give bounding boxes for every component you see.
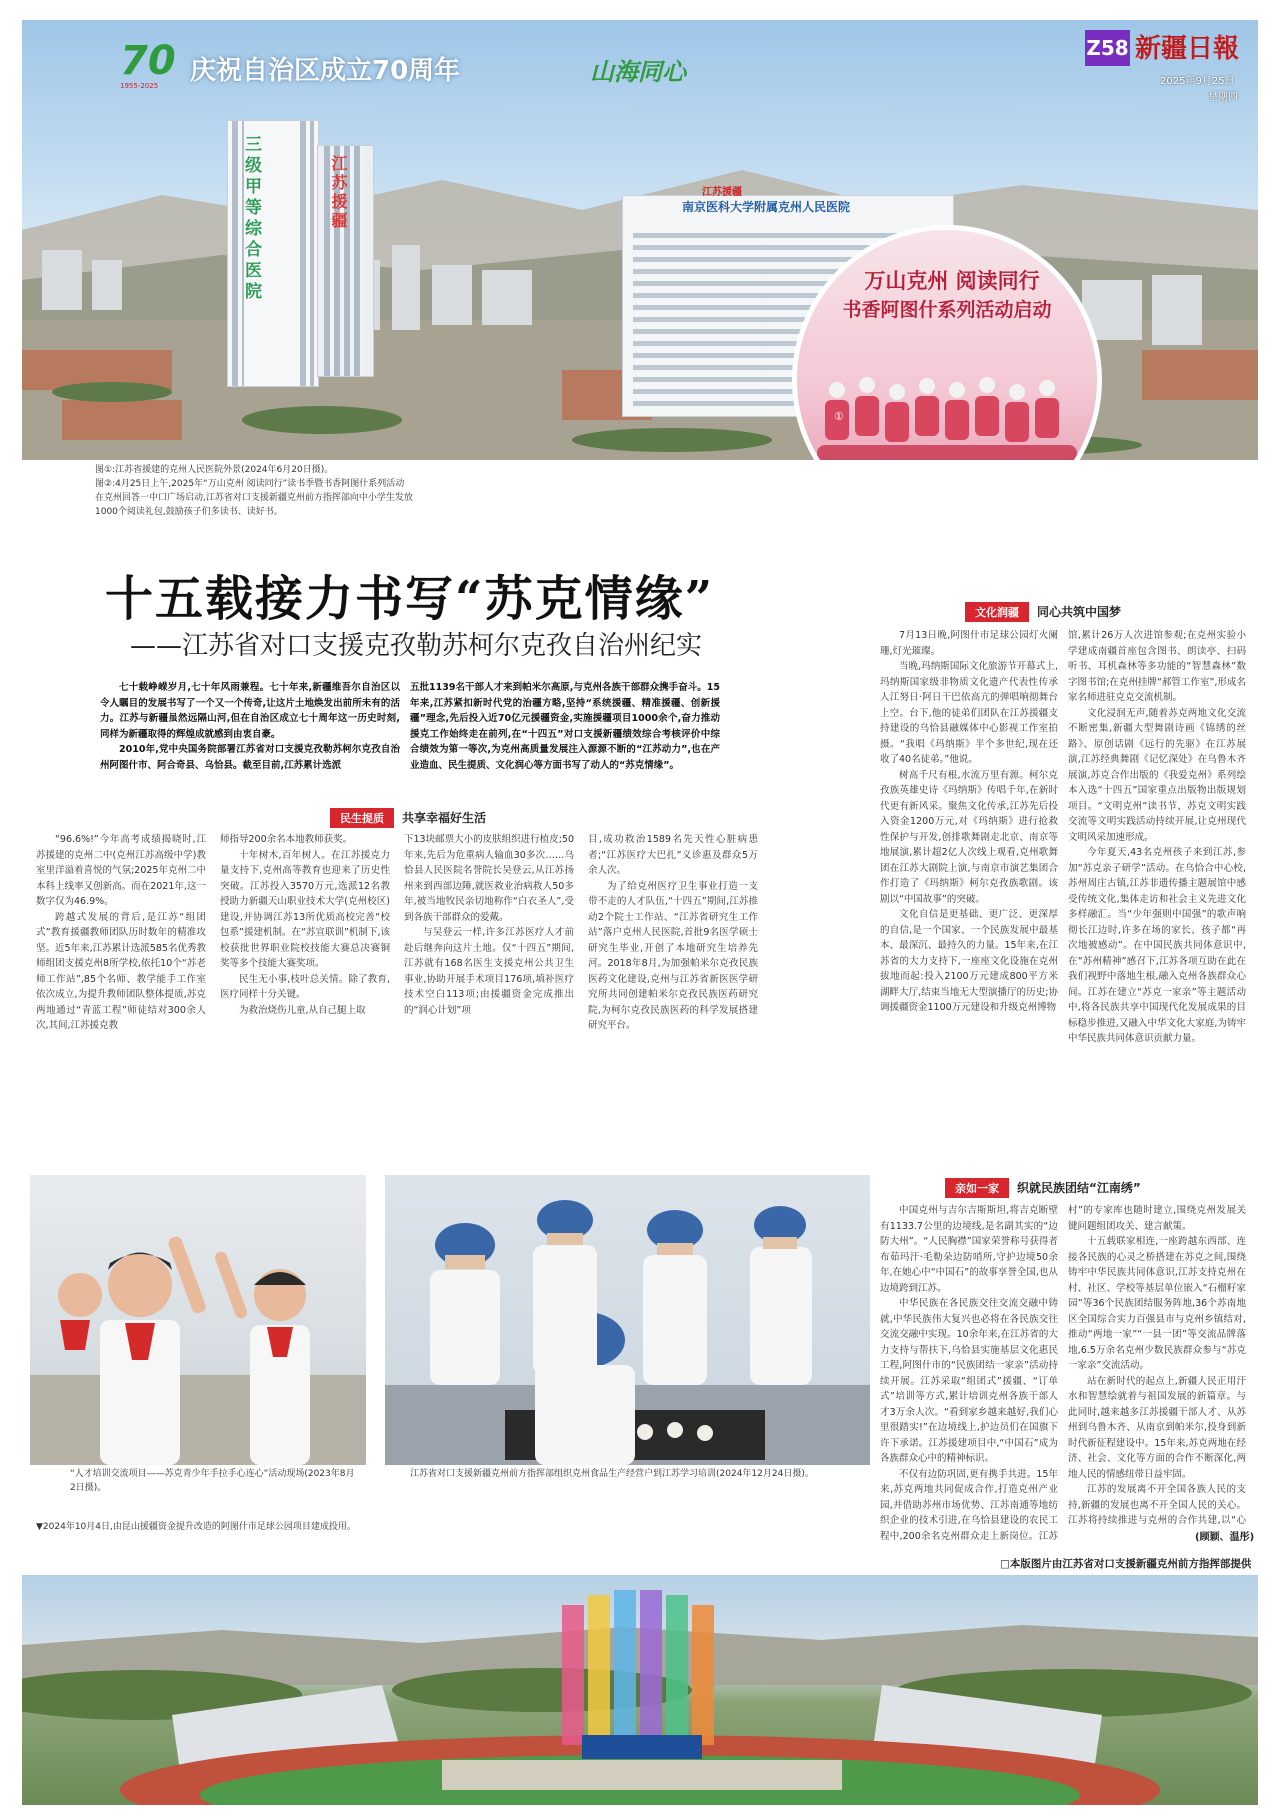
- livelihood-para-7: 下13块邮票大小的皮肤组织进行植皮;50年来,先后为危重病人输血30多次……乌恰县人民医院名誉院长吴登云,从江苏扬州来到西部边陲,就医救业治病救人50多年,被当地牧民亲切地称作“白衣圣人”,受到各族干部群众的爱戴。: [404, 834, 574, 923]
- livelihood-para-10: 为了给克州医疗卫生事业打造一支带不走的人才队伍,“十四五”期间,江苏推动2个院士工作站、“江苏省研究生工作站”落户克州人民医院,首批9名医学硕士研究生毕业,开创了本地研究生培养先河。2018年8月,为加强帕米尔克孜民族医药文化建设,克州与江苏省新医医学研究所共同创建帕米尔克孜民族医药研究院,为柯尔克孜民族医药的科学发展搭建研究平台。: [588, 880, 758, 1031]
- culture-para-4: 文化自信是更基础、更广泛、更深厚的自信,是一个国家、一个民族发展中最基本、最深沉、最持久的力量。15年来,在江苏省的大力支持下,一座座文化设施在克州拔地而起:投入2100万元建成800平方米湖畔大厅,结束当地无大型演播厅的历史;协调援疆资金1100万元建设和升级克州博物: [880, 909, 1058, 1013]
- culture-col-1: [880, 628, 1058, 1268]
- unity-byline: (顾颖、温彤): [1195, 1532, 1255, 1543]
- food-training-scene: [385, 1175, 870, 1465]
- section-culture-tag: 文化润疆: [965, 602, 1029, 622]
- section-culture-title: 同心共筑中国梦: [1037, 605, 1122, 619]
- livelihood-col-2: [220, 832, 390, 1162]
- event-banner-line-1: 万山克州 阅读同行: [864, 269, 1040, 293]
- section-livelihood-title: 共享幸福好生活: [402, 811, 487, 825]
- hero-caption-2c: 1000个阅读礼包,鼓励孩子们多读书、读好书。: [95, 507, 283, 517]
- unity-para-6: 十五载联家相连,一座跨越东西部、连接各民族的心灵之桥搭建在苏克之间,围绕铸牢中华民族共同体意识,江苏支持克州在村、社区、学校等基层单位嵌入“石榴籽家园”等36个民族团结服务阵地,36个苏南地区全国综合实力百强县市与克州乡镇结对,推动“两地一家”“一县一团”等交流品牌落地,6.5万余名克州少数民族群众参与“苏克一家亲”交流活动。: [1068, 1236, 1246, 1371]
- photo-marker-1: ①: [834, 410, 844, 423]
- livelihood-para-6: 为救治烧伤儿童,从自己腿上取: [239, 1004, 366, 1016]
- section-unity-header: [945, 1177, 1141, 1198]
- livelihood-para-4: 十年树木,百年树人。在江苏援克力量支持下,克州高等教育也迎来了历史性突破。江苏投入3570万元,选派12名教授助力新疆天山职业技术大学(克州校区)建设,并协调江苏13所优质高校完善“校包系”援建机制。在“苏宣联训”机制下,该校获批世界职业院校技能大赛总决赛铜奖等多个技能大赛奖项。: [220, 849, 390, 969]
- livelihood-para-1: “96.6%!”今年高考成绩揭晓时,江苏援建的克州二中(克州江苏高级中学)教室里洋溢着喜悦的气氛;2025年克州二中本科上线率又创新高。而在2021年,这一数字仅为46.9%。: [36, 834, 206, 907]
- page-code: Z58: [1085, 30, 1130, 66]
- issue-weekday: 星期四: [1208, 92, 1238, 103]
- kids-photo-scene: [30, 1175, 366, 1465]
- section-livelihood-tag: 民生提质: [330, 808, 394, 828]
- livelihood-para-8: 与吴登云一样,许多江苏医疗人才前赴后继奔向这片土地。仅“十四五”期间,江苏就有168名医生支援克州公共卫生事业,协助开展手术项目176项,填补医疗技术空白113项;由援疆资金完成推出的“润心计划”项: [404, 927, 574, 1016]
- unity-para-3: 不仅有边防巩固,更有携手共进。15年来,苏克两地共同促成合作,打造克州产业园,并借助苏州市场优势、江苏南通等地纺织企业的技术引进,在乌恰县建设的农民工程中,200余名克州群众走上新岗位。江苏: [880, 1468, 1058, 1542]
- performers-crowd: [797, 350, 1097, 460]
- section-unity-tag: 亲如一家: [945, 1178, 1009, 1198]
- unity-col-2: [1068, 1203, 1246, 1528]
- anniversary-years: 1955-2025: [120, 82, 159, 90]
- livelihood-para-2: 跨越式发展的背后,是江苏“组团式”教育援疆教师团队历时数年的精准攻坚。近5年来,江苏累计选派585名优秀教师组团支援克州8所学校,依托10个“苏老师工作站”,85个名师、教学能手工作室依次成立,为提升教师团队整体提质,苏克两地通过“青蓝工程”师徒结对300余人次,其间,江苏援克教: [36, 911, 206, 1031]
- kids-caption: “人才培训交流项目——苏克青少年手拉手心连心”活动现场(2023年8月2日摄)。: [70, 1469, 355, 1493]
- football-park-photo: [22, 1575, 1258, 1805]
- unity-para-5: 村”的专家库也随时建立,围绕克州发展关键问题组团攻关、建言献策。: [1068, 1205, 1246, 1232]
- livelihood-col-1: [36, 832, 206, 1162]
- event-banner-line-2: 书香阿图什系列活动启动: [842, 299, 1052, 321]
- anniversary-number: 70: [120, 38, 176, 84]
- anniversary-logo: [120, 40, 180, 98]
- unity-para-8: 江苏的发展离不开全国各族人民的支持,新疆的发展也离不开全国人民的关心。江苏将持续推进与克州的合作共建,以“心: [1068, 1484, 1246, 1526]
- food-training-photo: [385, 1175, 870, 1465]
- hero-caption-2a: 图②:4月25日上午,2025年“万山克州 阅读同行”读书季暨书香阿图什系列活动: [95, 479, 405, 489]
- culture-para-7: 今年夏天,43名克州孩子来到江苏,参加“苏克亲子研学”活动。在乌恰合中心校,苏州周庄古镇,江苏非遗传播主题展馆中感受传统文化,集体走访和社会主义先进文化多样融汇。当“少年强则中国强”的歌声响彻长江边时,许多在场的家长、孩子都“再次地被感动”。在中国民族共同体意识中,在“苏州精神”感召下,江苏各项互助在此在我们视野中落地生根,融入克州各族群众心间。江苏在建立“苏克一家亲”等主题活动中,将各民族共享中国现代化发展成果的目标稳步推进,又融入中华文化大家庭,为铸牢中华民族共同体意识贡献力量。: [1068, 847, 1246, 1044]
- football-park-scene: [22, 1575, 1258, 1805]
- culture-para-2: 当晚,玛纳斯国际文化旅游节开幕式上,玛纳斯国家级非物质文化遗产代表性传承人江努日·阿日干巴依高亢的弹唱响彻舞台上空。台下,他的徒弟们团队在江苏援疆支持建设的乌恰县融媒体中心影视工作室拍摄。“我唱《玛纳斯》半个多世纪,现在还收了40名徒弟。”他说。: [880, 661, 1058, 765]
- park-caption: ▼2024年10月4日,由昆山援疆资金提升改造的阿图什市足球公园项目建成投用。: [36, 1522, 356, 1532]
- lead-para-1: 七十载峥嵘岁月,七十年风雨兼程。七十年来,新疆维吾尔自治区以令人瞩目的发展书写了一个又一个传奇,让这片土地焕发出前所未有的活力。江苏与新疆虽然远隔山河,但在自治区成立七十周年这一历史时刻,同样为新疆取得的辉煌成就感到由衷自豪。: [100, 682, 400, 740]
- unity-para-7: 站在新时代的起点上,新疆人民正用汗水和智慧绘就着与祖国发展的新篇章。与此同时,越来越多江苏援疆干部人才、从苏州到乌鲁木齐、从南京到帕米尔,投身到新时代新征程建设中。15年来,苏克两地在经济、社会、文化等方面的合作不断深化,两地人民的情感纽带日益牢固。: [1068, 1375, 1246, 1480]
- culture-col-2: [1068, 628, 1246, 1268]
- hero-caption-2b: 在克州回答一中口广场启动,江苏省对口支援新疆克州前方指挥部向中小学生发放: [95, 493, 413, 503]
- unity-para-2: 中华民族在各民族交往交流交融中铸就,中华民族伟大复兴也必将在各民族交往交流交融中实现。10余年来,在江苏省的大力支持与帮扶下,乌恰县实施基层文化惠民工程,阿图什市的“民族团结一家亲”活动持续开展。江苏采取“组团式”援疆、“订单式”培训等方式,累计培训克州各族干部人才3万余人次。“看到家乡越来越好,我们心里很踏实!”在边境线上,护边员们在国旗下许下承诺。江苏援建项目中,“中国石”成为各族群众心中的精神标识。: [880, 1298, 1058, 1464]
- headline-title: 十五载接力书写“苏克情缘”: [105, 571, 715, 627]
- lead-col-2: [410, 680, 720, 795]
- culture-para-1: 7月13日晚,阿图什市足球公园灯火阑珊,灯光璀璨。: [880, 630, 1058, 657]
- building-sign-2: 江苏援疆: [329, 155, 348, 231]
- section-unity-title: 织就民族团结“江南绣”: [1017, 1181, 1141, 1195]
- food-caption: 江苏省对口支援新疆克州前方指挥部组织克州食品生产经营户到江苏学习培训(2024年12月24日摄)。: [410, 1469, 814, 1479]
- livelihood-col-4: [588, 832, 758, 1162]
- culture-para-6: 文化浸润无声,随着苏克两地文化交流不断密集,新疆大型舞剧诗画《锦绣的丝路》、原创话剧《远行的先驱》在江苏展演,江苏经典舞剧《记忆深处》在乌鲁木齐展演,苏克合作出版的《我爱克州》系列绘本入选“十四五”国家重点出版物出版规划项目。“文明克州”读书节、苏克文明实践交流等文明实践活动持续开展,让克州现代文明风采加速形成。: [1068, 707, 1246, 843]
- livelihood-col-3: [404, 832, 574, 1162]
- culture-para-3: 树高千尺有根,水流万里有源。柯尔克孜族英雄史诗《玛纳斯》传唱千年,在新时代更有新风采。聚焦文化传承,江苏先后投入资金1200万元,对《玛纳斯》进行抢救性保护与开发,创排歌舞剧走北京、南京等地展演,累计超2亿人次线上观看,克州歌舞团在江苏大剧院上演,与南京市演艺集团合作打造了《玛纳斯》柯尔克孜族歌剧。该剧以“中国故事”的突破。: [880, 769, 1058, 905]
- section-livelihood-header: [330, 807, 486, 828]
- lead-para-3: 五批1139名干部人才来到帕米尔高原,与克州各族干部群众携手奋斗。15年来,江苏紧扣新时代党的治疆方略,坚持“系统援疆、精准援疆、创新援疆”理念,先后投入近70亿元援疆资金,实施援疆项目1000余个,奋力推动援克工作始终走在前列,在“十四五”对口支援新疆绩效综合考核评价中综合绩效为第一等次,为克州高质量发展注入源源不断的“江苏动力”,也在产业造血、民生提质、文化润心等方面书写了动人的“苏克情缘”。: [410, 682, 720, 771]
- banner-motto: 山海同心: [590, 58, 686, 86]
- banner-slogan: 庆祝自治区成立70周年: [190, 56, 461, 86]
- lead-para-2: 2010年,党中央国务院部署江苏省对口支援克孜勒苏柯尔克孜自治州阿图什市、阿合奇县、乌恰县。截至目前,江苏累计选派: [100, 744, 400, 771]
- rooftop-sign: 江苏援疆: [702, 187, 742, 198]
- hero-caption-1: 图①:江苏省援建的克州人民医院外景(2024年6月20日摄)。: [95, 465, 334, 475]
- lead-col-1: [100, 680, 400, 795]
- livelihood-para-9: 目,成功救治1589名先天性心脏病患者;“江苏医疗大巴扎”义诊惠及群众5万余人次。: [588, 834, 758, 876]
- issue-date: 2025年9月25日: [1160, 76, 1235, 87]
- section-culture-header: [965, 601, 1121, 622]
- paper-name: 新疆日報: [1135, 34, 1240, 64]
- livelihood-para-3: 师指导200余名本地教师获奖。: [220, 834, 353, 845]
- kids-photo: [30, 1175, 366, 1465]
- photo-credit: □本版图片由江苏省对口支援新疆克州前方指挥部提供: [1000, 1558, 1252, 1570]
- headline-subtitle: ——江苏省对口支援克孜勒苏柯尔克孜自治州纪实: [130, 631, 703, 661]
- building-sign-1: 三级甲等综合医院: [241, 135, 261, 303]
- livelihood-para-5: 民生无小事,枝叶总关情。除了教育,医疗同样十分关键。: [220, 973, 390, 1000]
- culture-para-5: 馆,累计26万人次进馆参观;在克州实验小学建成南疆首座包含图书、朗读亭、扫码听书、耳机森林等多功能的“智慧森林”数字图书馆;在克州挂牌“郝管工作室”,形成名家名师进驻克克交流机制。: [1068, 630, 1246, 703]
- unity-col-1: [880, 1203, 1058, 1543]
- unity-para-1: 中国克州与吉尔吉斯斯坦,将吉克断壁有1133.7公里的边境线,是名副其实的“边防大州”。“人民胸襟”国家荣誉称号获得者布茹玛汗·毛勒朵边防哨所,守护边境50余年,在她心中“中国石”的故事享誉全国,也从边境跨到江苏。: [880, 1205, 1058, 1294]
- hospital-name-sign: 南京医科大学附属克州人民医院: [682, 200, 851, 214]
